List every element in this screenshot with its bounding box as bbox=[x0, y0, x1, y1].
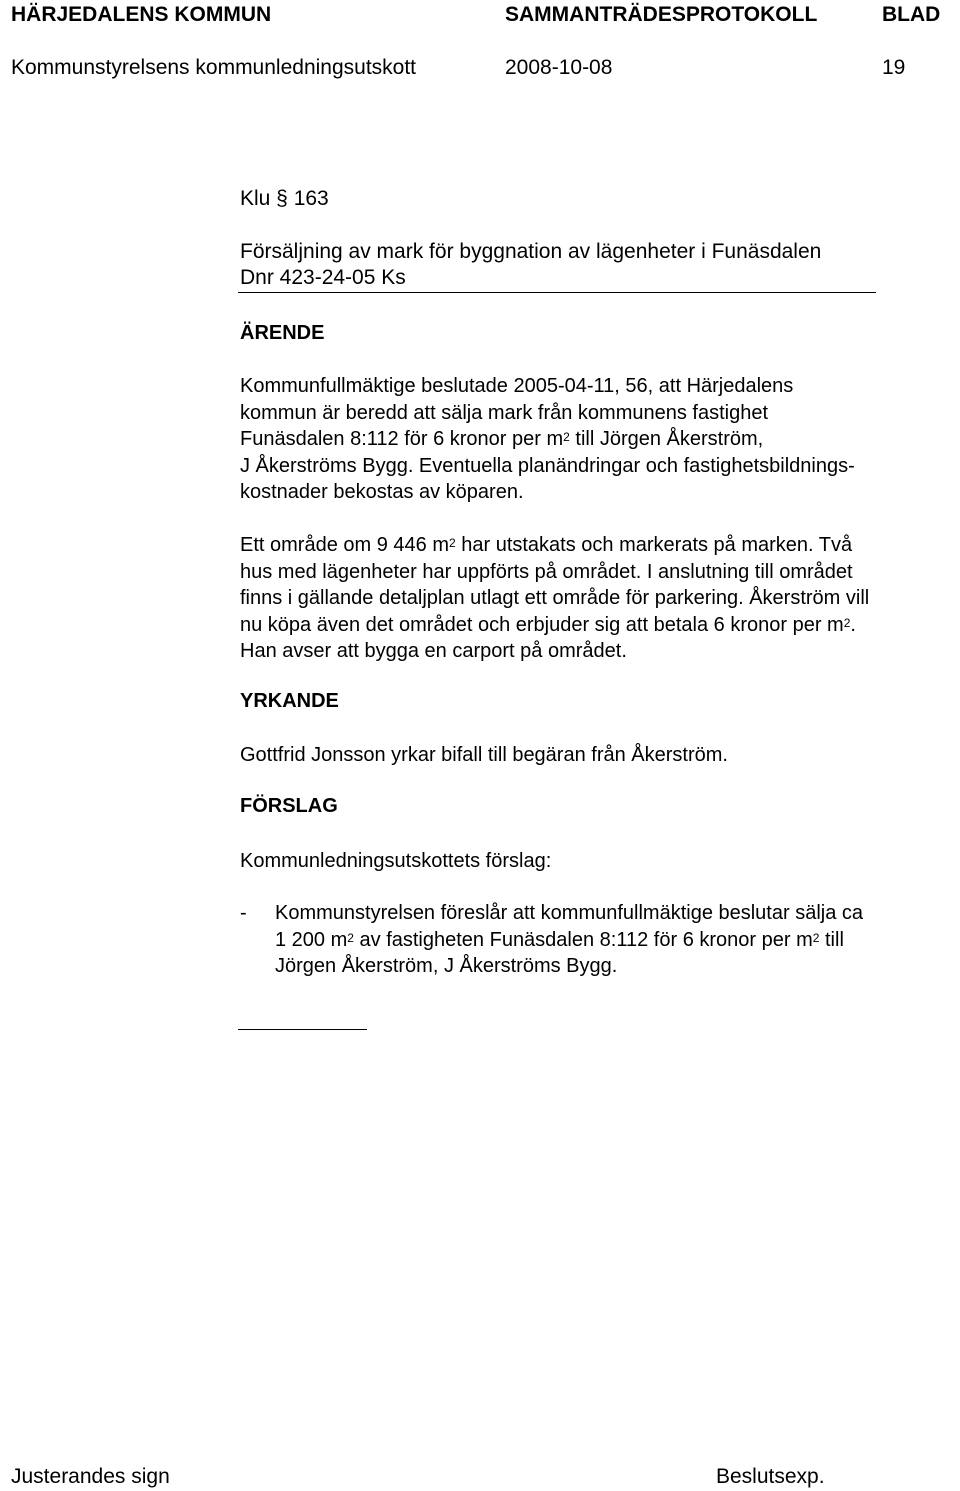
forslag-list-item bbox=[275, 900, 863, 980]
section-heading-yrkande: YRKANDE bbox=[240, 690, 339, 712]
text-line bbox=[240, 612, 869, 639]
superscript: 2 bbox=[448, 536, 456, 550]
text-line: Han avser att bygga en carport på området. bbox=[240, 640, 627, 662]
blad-label: BLAD bbox=[882, 3, 941, 26]
case-title-underline bbox=[238, 292, 876, 293]
superscript: 2 bbox=[563, 430, 570, 444]
list-bullet: - bbox=[240, 902, 247, 924]
section-heading-arende: ÄRENDE bbox=[240, 322, 325, 344]
paragraph-reference: Klu § 163 bbox=[240, 187, 329, 210]
end-of-section-rule bbox=[238, 1029, 367, 1030]
text-line bbox=[240, 426, 855, 453]
text-line bbox=[240, 532, 869, 559]
arende-paragraph-1 bbox=[240, 373, 855, 506]
text-fragment: . bbox=[850, 613, 856, 636]
text-line: hus med lägenheter har uppförts på området. I anslutning till området bbox=[240, 560, 853, 583]
superscript: 2 bbox=[843, 615, 851, 630]
superscript: 2 bbox=[812, 930, 820, 945]
text-line: kostnader bekostas av köparen. bbox=[240, 481, 524, 503]
text-line: J Åkerströms Bygg. Eventuella planändringar och fastighetsbildnings- bbox=[240, 454, 855, 477]
footer-justerandes-sign: Justerandes sign bbox=[11, 1465, 170, 1488]
text-fragment: av fastigheten Funäsdalen 8:112 för 6 kronor per m bbox=[353, 928, 813, 951]
text-line: Kommunstyrelsen föreslår att kommunfullmäktige beslutar sälja ca bbox=[275, 902, 864, 924]
arende-paragraph-2 bbox=[240, 532, 869, 665]
meeting-date: 2008-10-08 bbox=[505, 56, 613, 79]
text-fragment: Ett område om 9 446 m bbox=[240, 534, 449, 556]
section-heading-forslag: FÖRSLAG bbox=[240, 795, 338, 817]
text-line: Kommunfullmäktige beslutade 2005-04-11, 56, att Härjedalens bbox=[240, 375, 794, 397]
case-number: Dnr 423-24-05 Ks bbox=[240, 266, 406, 289]
footer-beslutsexp: Beslutsexp. bbox=[716, 1465, 825, 1488]
document-type: SAMMANTRÄDESPROTOKOLL bbox=[505, 3, 818, 26]
superscript: 2 bbox=[347, 930, 354, 945]
municipality-name: HÄRJEDALENS KOMMUN bbox=[11, 3, 272, 26]
text-fragment: har utstakats och markerats på marken. Två bbox=[455, 534, 853, 556]
committee-name: Kommunstyrelsens kommunledningsutskott bbox=[11, 56, 417, 79]
text-fragment: Funäsdalen 8:112 för 6 kronor per m bbox=[240, 428, 564, 450]
text-fragment: till Jörgen Åkerström, bbox=[569, 428, 764, 450]
text-fragment: 1 200 m bbox=[275, 928, 348, 951]
text-fragment: nu köpa även det området och erbjuder sig att betala 6 kronor per m bbox=[240, 613, 844, 636]
case-title: Försäljning av mark för byggnation av lägenheter i Funäsdalen bbox=[240, 240, 822, 263]
text-line: kommun är beredd att sälja mark från kommunens fastighet bbox=[240, 401, 769, 424]
page-number: 19 bbox=[882, 56, 906, 79]
forslag-intro: Kommunledningsutskottets förslag: bbox=[240, 850, 552, 872]
text-fragment: till bbox=[819, 928, 844, 951]
text-line: Jörgen Åkerström, J Åkerströms Bygg. bbox=[275, 955, 618, 977]
text-line: finns i gällande detaljplan utlagt ett område för parkering. Åkerström vill bbox=[240, 587, 870, 609]
yrkande-text: Gottfrid Jonsson yrkar bifall till begäran från Åkerström. bbox=[240, 744, 728, 766]
text-line bbox=[275, 927, 863, 954]
